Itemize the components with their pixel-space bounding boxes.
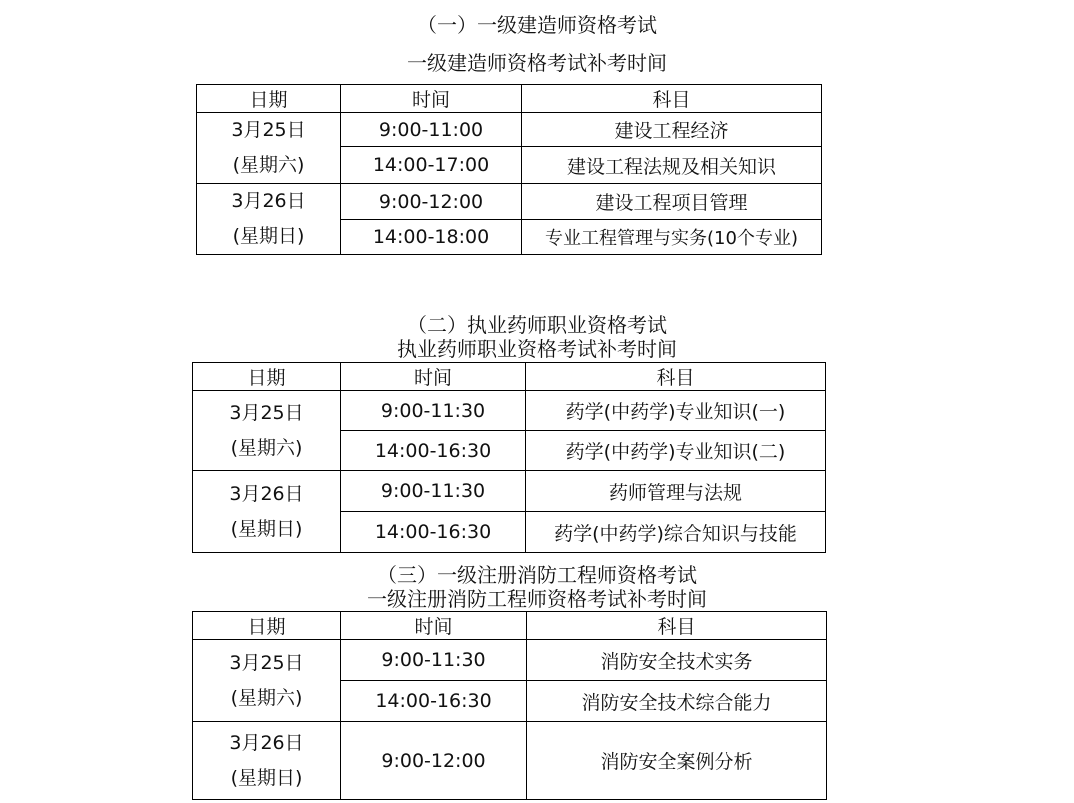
header-date: 日期 — [193, 612, 341, 640]
weekday-text: (星期日) — [230, 517, 303, 540]
subject-cell: 建设工程项目管理 — [522, 184, 822, 220]
section-1-heading: （一）一级建造师资格考试 — [417, 13, 657, 37]
date-text: 3月26日 — [231, 190, 306, 212]
time-cell: 9:00-11:30 — [341, 391, 526, 431]
header-date: 日期 — [193, 363, 341, 391]
subject-cell: 药师管理与法规 — [526, 471, 826, 512]
time-cell: 9:00-11:00 — [341, 113, 522, 147]
header-time: 时间 — [341, 363, 526, 391]
table-row — [193, 640, 827, 681]
table-row — [193, 471, 826, 512]
date-text: 3月25日 — [229, 401, 304, 424]
date-text: 3月25日 — [231, 119, 306, 141]
table-row — [197, 184, 822, 220]
section-2-table — [192, 362, 826, 553]
subject-cell: 建设工程法规及相关知识 — [522, 147, 822, 184]
header-subject: 科目 — [527, 612, 827, 640]
table-header-row — [193, 363, 826, 391]
header-date: 日期 — [197, 85, 341, 113]
header-time: 时间 — [341, 85, 522, 113]
section-3-table-title: 一级注册消防工程师资格考试补考时间 — [367, 587, 707, 611]
date-cell — [197, 113, 341, 184]
subject-cell: 药学(中药学)专业知识(一) — [526, 391, 826, 431]
section-2-heading: （二）执业药师职业资格考试 — [407, 313, 667, 337]
time-cell: 14:00-16:30 — [341, 681, 527, 722]
subject-cell: 药学(中药学)专业知识(二) — [526, 431, 826, 471]
time-cell: 14:00-18:00 — [341, 220, 522, 255]
time-cell: 9:00-11:30 — [341, 640, 527, 681]
section-2-table-title: 执业药师职业资格考试补考时间 — [397, 337, 677, 361]
subject-cell: 专业工程管理与实务(10个专业) — [522, 220, 822, 255]
subject-cell: 消防安全技术实务 — [527, 640, 827, 681]
header-subject: 科目 — [522, 85, 822, 113]
date-text: 3月25日 — [229, 651, 304, 674]
date-cell — [193, 640, 341, 722]
subject-cell: 消防安全技术综合能力 — [527, 681, 827, 722]
time-cell: 9:00-12:00 — [341, 184, 522, 220]
subject-cell: 药学(中药学)综合知识与技能 — [526, 512, 826, 553]
section-1-table-title: 一级建造师资格考试补考时间 — [407, 51, 667, 75]
table-row — [193, 722, 827, 800]
table-header-row — [197, 85, 822, 113]
section-3-table — [192, 611, 827, 800]
table-header-row — [193, 612, 827, 640]
table-row — [197, 113, 822, 147]
date-cell — [193, 722, 341, 800]
subject-cell: 建设工程经济 — [522, 113, 822, 147]
weekday-text: (星期六) — [230, 686, 303, 709]
subject-cell: 消防安全案例分析 — [527, 722, 827, 800]
time-cell: 9:00-12:00 — [341, 722, 527, 800]
weekday-text: (星期日) — [232, 225, 305, 247]
date-cell — [193, 471, 341, 553]
date-text: 3月26日 — [229, 731, 304, 754]
date-cell — [193, 391, 341, 471]
time-cell: 9:00-11:30 — [341, 471, 526, 512]
weekday-text: (星期日) — [230, 766, 303, 789]
section-1-table — [196, 84, 822, 255]
date-cell — [197, 184, 341, 255]
weekday-text: (星期六) — [230, 436, 303, 459]
weekday-text: (星期六) — [232, 154, 305, 176]
header-time: 时间 — [341, 612, 527, 640]
table-row — [193, 391, 826, 431]
header-subject: 科目 — [526, 363, 826, 391]
time-cell: 14:00-16:30 — [341, 512, 526, 553]
date-text: 3月26日 — [229, 482, 304, 505]
time-cell: 14:00-17:00 — [341, 147, 522, 184]
time-cell: 14:00-16:30 — [341, 431, 526, 471]
section-3-heading: （三）一级注册消防工程师资格考试 — [377, 563, 697, 587]
